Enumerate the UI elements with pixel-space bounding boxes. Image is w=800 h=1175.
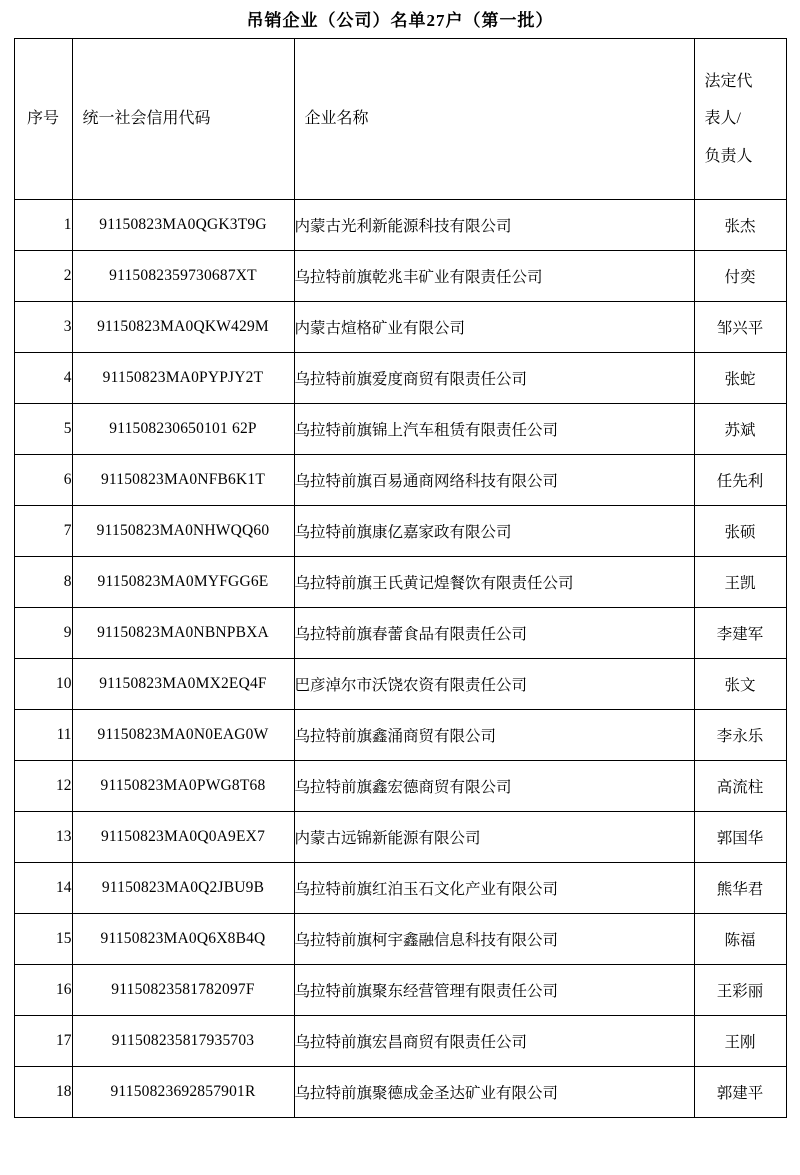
cell-credit-code: 91150823MA0PYPJY2T — [72, 353, 294, 404]
table-header-row — [14, 39, 786, 200]
cell-enterprise-name: 乌拉特前旗宏昌商贸有限责任公司 — [294, 1016, 694, 1067]
cell-enterprise-name: 乌拉特前旗爱度商贸有限责任公司 — [294, 353, 694, 404]
table-row — [14, 914, 786, 965]
cell-credit-code: 9115082359730687XT — [72, 251, 294, 302]
cell-credit-code: 91150823MA0PWG8T68 — [72, 761, 294, 812]
cell-credit-code: 91150823MA0Q2JBU9B — [72, 863, 294, 914]
cell-enterprise-name: 乌拉特前旗柯宇鑫融信息科技有限公司 — [294, 914, 694, 965]
cell-seq: 8 — [14, 557, 72, 608]
cell-credit-code: 91150823692857901R — [72, 1067, 294, 1118]
cell-legal-rep: 任先利 — [694, 455, 786, 506]
column-header-legal-rep-lines — [695, 63, 786, 176]
cell-seq: 2 — [14, 251, 72, 302]
cell-legal-rep: 李永乐 — [694, 710, 786, 761]
table-row — [14, 863, 786, 914]
table-row — [14, 710, 786, 761]
table-row — [14, 455, 786, 506]
cell-seq: 16 — [14, 965, 72, 1016]
table-body — [14, 200, 786, 1118]
table-row — [14, 302, 786, 353]
cell-enterprise-name: 乌拉特前旗聚东经营管理有限责任公司 — [294, 965, 694, 1016]
cell-credit-code: 911508235817935703 — [72, 1016, 294, 1067]
cell-seq: 12 — [14, 761, 72, 812]
table-row — [14, 965, 786, 1016]
table-header — [14, 39, 786, 200]
table-row — [14, 608, 786, 659]
cell-enterprise-name: 乌拉特前旗春蕾食品有限责任公司 — [294, 608, 694, 659]
cell-legal-rep: 陈福 — [694, 914, 786, 965]
cell-legal-rep: 张杰 — [694, 200, 786, 251]
cell-enterprise-name: 乌拉特前旗王氏黄记煌餐饮有限责任公司 — [294, 557, 694, 608]
cell-enterprise-name: 乌拉特前旗红泊玉石文化产业有限公司 — [294, 863, 694, 914]
cell-seq: 9 — [14, 608, 72, 659]
cell-seq: 7 — [14, 506, 72, 557]
column-header-credit-code-label: 统一社会信用代码 — [82, 110, 211, 127]
cell-seq: 11 — [14, 710, 72, 761]
column-header-legal-rep-line3: 负责人 — [704, 147, 753, 165]
cell-credit-code: 911508230650101 62P — [72, 404, 294, 455]
column-header-seq-label: 序号 — [26, 110, 59, 127]
table-row — [14, 404, 786, 455]
column-header-credit-code — [72, 39, 294, 200]
table-row — [14, 659, 786, 710]
cell-credit-code: 91150823MA0Q6X8B4Q — [72, 914, 294, 965]
cell-legal-rep: 郭建平 — [694, 1067, 786, 1118]
cell-enterprise-name: 乌拉特前旗鑫涌商贸有限公司 — [294, 710, 694, 761]
cell-enterprise-name: 乌拉特前旗康亿嘉家政有限公司 — [294, 506, 694, 557]
cell-enterprise-name: 乌拉特前旗锦上汽车租赁有限责任公司 — [294, 404, 694, 455]
cell-legal-rep: 苏斌 — [694, 404, 786, 455]
cell-legal-rep: 张硕 — [694, 506, 786, 557]
cell-seq: 15 — [14, 914, 72, 965]
table-row — [14, 761, 786, 812]
cell-legal-rep: 王凯 — [694, 557, 786, 608]
cell-seq: 17 — [14, 1016, 72, 1067]
table-row — [14, 1016, 786, 1067]
cell-credit-code: 91150823581782097F — [72, 965, 294, 1016]
table-row — [14, 200, 786, 251]
cell-legal-rep: 张文 — [694, 659, 786, 710]
table-row — [14, 812, 786, 863]
cell-credit-code: 91150823MA0NFB6K1T — [72, 455, 294, 506]
cell-legal-rep: 付奕 — [694, 251, 786, 302]
cell-legal-rep: 邹兴平 — [694, 302, 786, 353]
cell-seq: 3 — [14, 302, 72, 353]
cell-legal-rep: 李建军 — [694, 608, 786, 659]
cell-seq: 5 — [14, 404, 72, 455]
column-header-legal-rep — [694, 39, 786, 200]
table-row — [14, 557, 786, 608]
cell-credit-code: 91150823MA0QGK3T9G — [72, 200, 294, 251]
cell-legal-rep: 郭国华 — [694, 812, 786, 863]
table-row — [14, 1067, 786, 1118]
cell-seq: 14 — [14, 863, 72, 914]
cell-legal-rep: 高流柱 — [694, 761, 786, 812]
cell-credit-code: 91150823MA0Q0A9EX7 — [72, 812, 294, 863]
cell-credit-code: 91150823MA0NBNPBXA — [72, 608, 294, 659]
cell-seq: 10 — [14, 659, 72, 710]
page-title: 吊销企业（公司）名单27户（第一批） — [246, 11, 554, 30]
cell-credit-code: 91150823MA0QKW429M — [72, 302, 294, 353]
cell-seq: 1 — [14, 200, 72, 251]
column-header-legal-rep-line1: 法定代 — [704, 72, 753, 90]
cell-legal-rep: 熊华君 — [694, 863, 786, 914]
cell-seq: 4 — [14, 353, 72, 404]
column-header-enterprise-name-label: 企业名称 — [304, 110, 369, 127]
column-header-enterprise-name — [294, 39, 694, 200]
cell-enterprise-name: 乌拉特前旗鑫宏德商贸有限公司 — [294, 761, 694, 812]
table-row — [14, 251, 786, 302]
cell-legal-rep: 张蛇 — [694, 353, 786, 404]
cell-enterprise-name: 乌拉特前旗百易通商网络科技有限公司 — [294, 455, 694, 506]
column-header-legal-rep-line2: 表人/ — [704, 110, 741, 128]
enterprise-list-table — [14, 38, 787, 1118]
cell-enterprise-name: 乌拉特前旗聚德成金圣达矿业有限公司 — [294, 1067, 694, 1118]
cell-legal-rep: 王刚 — [694, 1016, 786, 1067]
cell-credit-code: 91150823MA0N0EAG0W — [72, 710, 294, 761]
cell-credit-code: 91150823MA0MYFGG6E — [72, 557, 294, 608]
column-header-seq — [14, 39, 72, 200]
cell-seq: 18 — [14, 1067, 72, 1118]
cell-legal-rep: 王彩丽 — [694, 965, 786, 1016]
table-row — [14, 506, 786, 557]
cell-credit-code: 91150823MA0MX2EQ4F — [72, 659, 294, 710]
cell-enterprise-name: 巴彦淖尔市沃饶农资有限责任公司 — [294, 659, 694, 710]
cell-enterprise-name: 乌拉特前旗乾兆丰矿业有限责任公司 — [294, 251, 694, 302]
cell-enterprise-name: 内蒙古煊格矿业有限公司 — [294, 302, 694, 353]
cell-seq: 13 — [14, 812, 72, 863]
cell-seq: 6 — [14, 455, 72, 506]
table-row — [14, 353, 786, 404]
cell-credit-code: 91150823MA0NHWQQ60 — [72, 506, 294, 557]
cell-enterprise-name: 内蒙古光利新能源科技有限公司 — [294, 200, 694, 251]
cell-enterprise-name: 内蒙古远锦新能源有限公司 — [294, 812, 694, 863]
